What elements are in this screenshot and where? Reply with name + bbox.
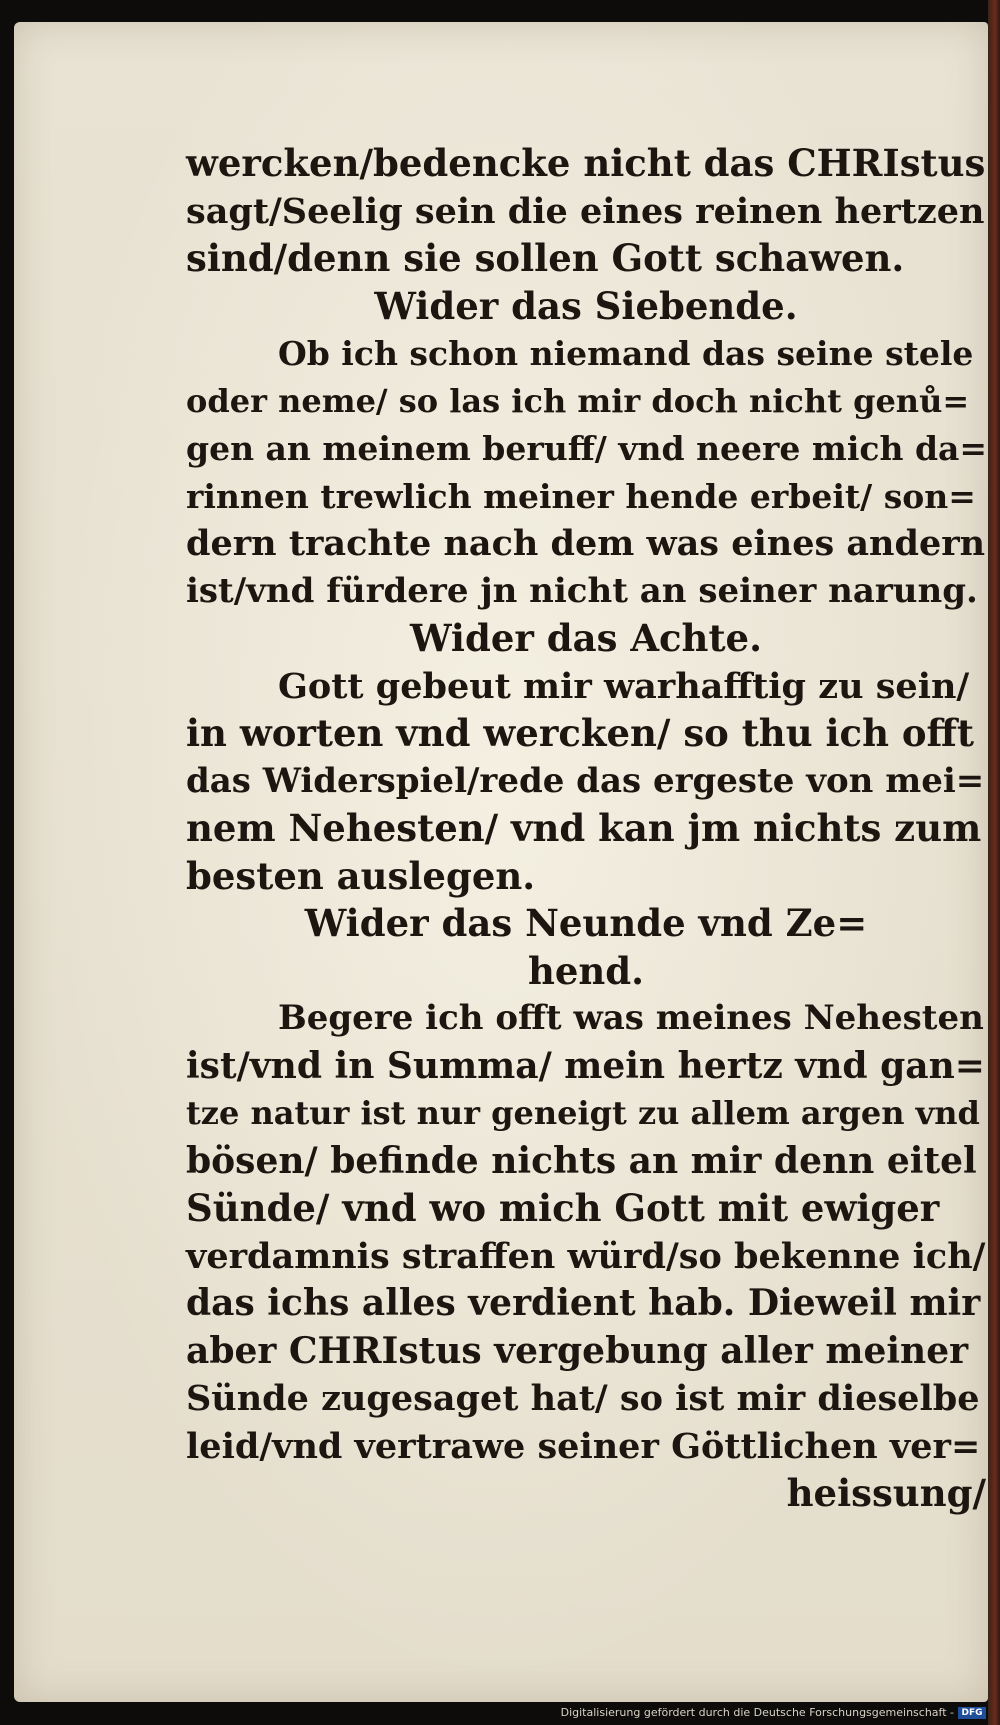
text-line: Sünde/ vnd wo mich Gott mit ewiger	[186, 1186, 940, 1230]
section-heading: hend.	[527, 948, 645, 993]
text-line: dern trachte nach dem was eines andern	[186, 523, 986, 564]
text-line: Sünde zugesaget hat/ so ist mir dieselbe	[186, 1378, 980, 1419]
text-line: gen an meinem beruff/ vnd neere mich da=	[186, 429, 988, 468]
text-line: verdamnis straffen würd/so bekenne ich/	[186, 1235, 986, 1277]
book-edge	[988, 0, 1000, 1725]
text-line: besten auslegen.	[186, 853, 536, 898]
text-line: aber CHRIstus vergebung aller meiner	[186, 1329, 969, 1372]
footer-text: Digitalisierung gefördert durch die Deutsche Forschungsgemeinschaft -	[560, 1706, 954, 1719]
text-line: sagt/Seelig sein die eines reinen hertzen	[186, 190, 985, 232]
text-line: das Widerspiel/rede das ergeste von mei=	[186, 760, 985, 801]
section-heading: Wider das Neunde vnd Ze=	[304, 901, 868, 945]
footer-credit	[561, 1706, 986, 1719]
catchword: heissung/	[786, 1471, 986, 1515]
page-text	[186, 140, 986, 1518]
text-line: sind/denn sie sollen Gott schawen.	[186, 236, 905, 280]
book-page	[14, 22, 988, 1702]
text-line: das ichs alles verdient hab. Dieweil mir	[186, 1282, 981, 1324]
text-line: Ob ich schon niemand das seine stele	[278, 334, 974, 373]
text-line: ist/vnd fürdere jn nicht an seiner narung.	[186, 570, 978, 611]
text-line: Gott gebeut mir warhafftig zu sein/	[278, 665, 970, 707]
text-line: tze natur ist nur geneigt zu allem argen vnd	[186, 1094, 980, 1132]
section-heading: Wider das Achte.	[410, 616, 762, 660]
text-line: leid/vnd vertrawe seiner Göttlichen ver=	[186, 1425, 981, 1467]
text-line: oder neme/ so las ich mir doch nicht genů=	[186, 381, 970, 420]
text-line: nem Nehesten/ vnd kan jm nichts zum	[186, 806, 982, 850]
text-line: bösen/ befinde nichts an mir denn eitel	[186, 1139, 977, 1182]
text-line: wercken/bedencke nicht das CHRIstus	[186, 141, 986, 185]
section-heading: Wider das Siebende.	[374, 283, 798, 328]
text-line: in worten vnd wercken/ so thu ich offt	[186, 711, 974, 755]
text-line: Begere ich offt was meines Nehesten	[278, 998, 984, 1038]
text-line: ist/vnd in Summa/ mein hertz vnd gan=	[186, 1044, 985, 1087]
text-line: rinnen trewlich meiner hende erbeit/ son=	[186, 476, 976, 516]
dfg-logo-icon: DFG	[958, 1707, 986, 1719]
